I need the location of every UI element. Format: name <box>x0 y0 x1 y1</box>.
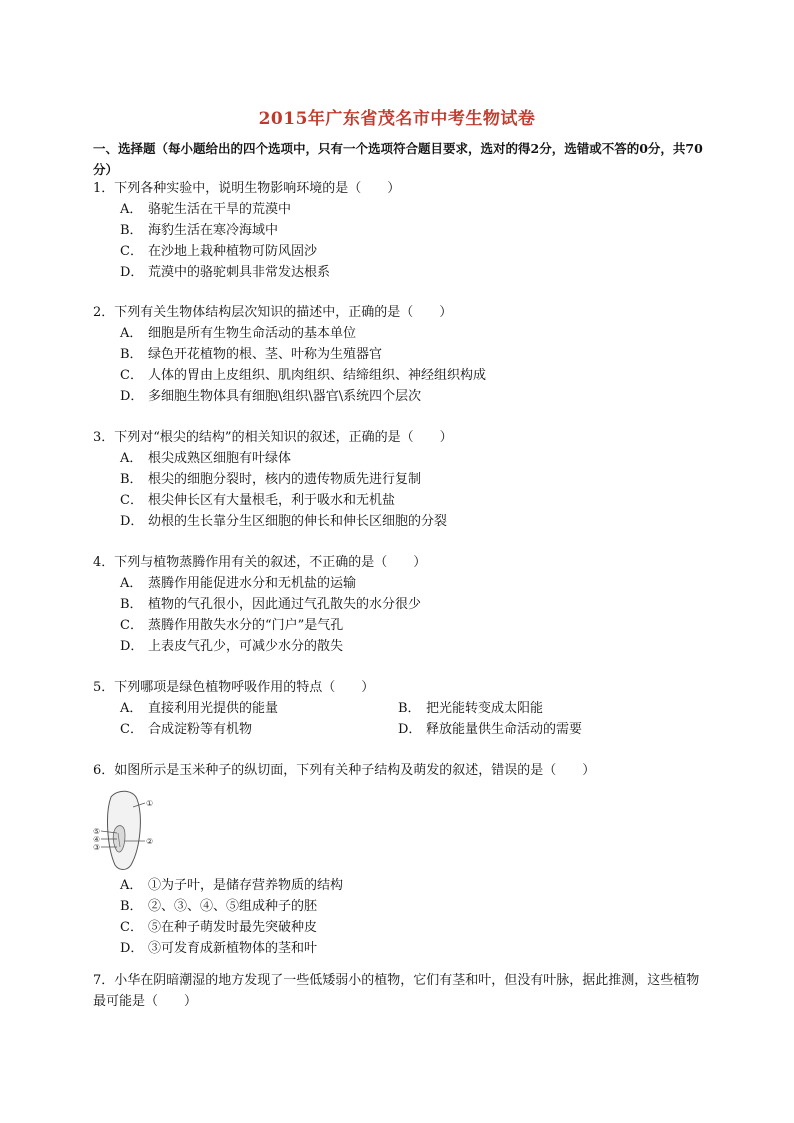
option-label: A． <box>120 576 143 591</box>
figure-label-4: ④ <box>93 835 101 844</box>
option-c <box>93 365 705 386</box>
option-c <box>93 490 705 511</box>
corn-seed-diagram <box>93 785 163 875</box>
option-label: C． <box>120 920 143 935</box>
option-text: 幼根的生长靠分生区细胞的伸长和伸长区细胞的分裂 <box>148 514 448 529</box>
question-stem: 1．下列各种实验中，说明生物影响环境的是（ ） <box>93 181 401 196</box>
option-text: 蒸腾作用散失水分的“门户”是气孔 <box>148 618 344 633</box>
option-label: C． <box>120 368 143 383</box>
option-label: D． <box>120 639 144 654</box>
option-label: B． <box>120 223 143 238</box>
option-text: 海豹生活在寒冷海域中 <box>148 223 279 238</box>
question-stem: 3．下列对“根尖的结构”的相关知识的叙述，正确的是（ ） <box>93 430 453 445</box>
option-text: 骆驼生活在干旱的荒漠中 <box>148 202 292 217</box>
question-stem: 6．如图所示是玉米种子的纵切面，下列有关种子结构及萌发的叙述，错误的是（ ） <box>93 763 596 778</box>
option-text: 把光能转变成太阳能 <box>426 701 544 716</box>
question-stem: 7．小华在阴暗潮湿的地方发现了一些低矮弱小的植物，它们有茎和叶，但没有叶脉，据此推测，这些植物最可能是（ ） <box>93 973 700 1009</box>
option-label: A． <box>120 701 143 716</box>
option-label: D． <box>120 514 144 529</box>
option-a <box>93 875 705 896</box>
option-label: C． <box>120 722 143 737</box>
option-text: 人体的胃由上皮组织、肌肉组织、结缔组织、神经组织构成 <box>148 368 487 383</box>
option-label: B． <box>120 597 143 612</box>
question-2 <box>93 302 705 407</box>
figure-label-1: ① <box>146 799 154 808</box>
option-label: C． <box>120 618 143 633</box>
option-label: B． <box>120 899 143 914</box>
corn-seed-figure <box>93 785 163 875</box>
option-text: 多细胞生物体具有细胞\组织\器官\系统四个层次 <box>148 389 422 404</box>
option-label: A． <box>120 451 143 466</box>
section-heading: 一、选择题（每小题给出的四个选项中，只有一个选项符合题目要求，选对的得2分，选错或不答的0分，共70分） <box>93 141 703 177</box>
option-a <box>93 448 705 469</box>
option-label: B． <box>120 347 143 362</box>
option-text: 绿色开花植物的根、茎、叶称为生殖器官 <box>148 347 383 362</box>
option-label: B． <box>120 472 143 487</box>
question-4 <box>93 552 705 657</box>
question-1 <box>93 178 705 283</box>
option-label: C． <box>120 244 143 259</box>
option-text: 在沙地上栽种植物可防风固沙 <box>148 244 318 259</box>
option-text: ③可发育成新植物体的茎和叶 <box>148 941 318 956</box>
option-text: 根尖伸长区有大量根毛，利于吸水和无机盐 <box>148 493 396 508</box>
option-text: ②、③、④、⑤组成种子的胚 <box>148 899 318 914</box>
figure-label-3: ③ <box>93 843 101 852</box>
option-d <box>93 636 705 657</box>
option-label: B． <box>398 701 421 716</box>
option-text: 根尖成熟区细胞有叶绿体 <box>148 451 292 466</box>
option-text: 植物的气孔很小，因此通过气孔散失的水分很少 <box>148 597 422 612</box>
option-a <box>93 199 705 220</box>
option-c <box>93 615 705 636</box>
option-row <box>93 719 705 740</box>
option-b <box>93 594 705 615</box>
option-d <box>93 262 705 283</box>
option-text: 荒漠中的骆驼刺具非常发达根系 <box>148 265 331 280</box>
option-text: ①为子叶，是储存营养物质的结构 <box>148 878 344 893</box>
option-b <box>93 220 705 241</box>
option-text: 直接利用光提供的能量 <box>148 701 279 716</box>
option-c <box>93 917 705 938</box>
option-text: 根尖的细胞分裂时，核内的遗传物质先进行复制 <box>148 472 422 487</box>
option-label: D． <box>120 265 144 280</box>
question-stem: 5．下列哪项是绿色植物呼吸作用的特点（ ） <box>93 680 375 695</box>
option-a <box>93 573 705 594</box>
figure-label-2: ② <box>146 837 154 846</box>
option-label: A． <box>120 202 143 217</box>
question-stem: 4．下列与植物蒸腾作用有关的叙述，不正确的是（ ） <box>93 555 427 570</box>
question-7 <box>93 970 705 1012</box>
option-label: A． <box>120 326 143 341</box>
page-title: 2015年广东省茂名市中考生物试卷 <box>258 109 536 129</box>
question-5 <box>93 677 705 740</box>
option-d <box>93 938 705 959</box>
option-a <box>93 323 705 344</box>
option-label: C． <box>120 493 143 508</box>
option-text: ⑤在种子萌发时最先突破种皮 <box>148 920 318 935</box>
option-label: A． <box>120 878 143 893</box>
option-c <box>93 241 705 262</box>
question-3 <box>93 427 705 532</box>
option-text: 细胞是所有生物生命活动的基本单位 <box>148 326 357 341</box>
option-text: 蒸腾作用能促进水分和无机盐的运输 <box>148 576 357 591</box>
option-label: D． <box>120 389 144 404</box>
option-text: 上表皮气孔少，可减少水分的散失 <box>148 639 344 654</box>
option-label: D． <box>120 941 144 956</box>
option-row <box>93 698 705 719</box>
option-d <box>93 511 705 532</box>
option-b <box>93 469 705 490</box>
question-stem: 2．下列有关生物体结构层次知识的描述中，正确的是（ ） <box>93 305 453 320</box>
option-b <box>93 896 705 917</box>
option-d <box>93 386 705 407</box>
question-6 <box>93 760 705 959</box>
option-b <box>93 344 705 365</box>
option-text: 合成淀粉等有机物 <box>148 722 253 737</box>
option-label: D． <box>398 722 422 737</box>
figure-label-5: ⑤ <box>93 827 101 836</box>
option-text: 释放能量供生命活动的需要 <box>426 722 583 737</box>
